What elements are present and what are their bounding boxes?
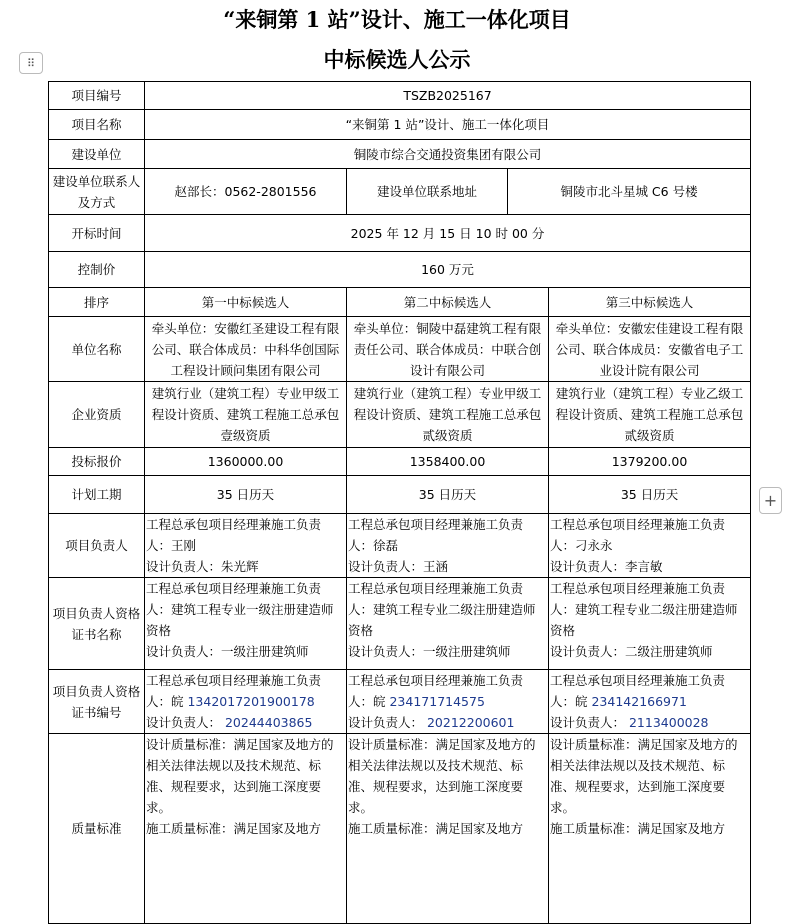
schedule-3: 35 日历天 xyxy=(549,476,751,514)
designer-cert: 设计负责人：一级注册建筑师 xyxy=(146,644,309,659)
unit-1: 牵头单位：安徽红圣建设工程有限公司、联合体成员：中科华创国际工程设计顾问集团有限公司 xyxy=(145,317,347,382)
prefix: 工程总承包项目经理兼施工负责人：皖 xyxy=(348,673,524,709)
design-quality: 设计质量标准：满足国家及地方的相关法律法规以及技术规范、标准、规程要求，达到施工深度要求。 xyxy=(146,737,334,815)
manager-text: 工程总承包项目经理兼施工负责人：徐磊 xyxy=(348,517,524,553)
project-name: “来铜第 1 站”设计、施工一体化项目 xyxy=(145,110,751,140)
table-row xyxy=(49,734,751,924)
table-row xyxy=(49,448,751,476)
designer-text: 设计负责人：王涵 xyxy=(348,559,449,574)
unit-3: 牵头单位：安徽宏佳建设工程有限公司、联合体成员：安徽省电子工业设计院有限公司 xyxy=(549,317,751,382)
designer-text: 设计负责人：朱光辉 xyxy=(146,559,259,574)
project-number: TSZB2025167 xyxy=(145,82,751,110)
control-price: 160 万元 xyxy=(145,252,751,288)
open-time: 2025 年 12 月 15 日 10 时 00 分 xyxy=(145,215,751,252)
row-label: 投标报价 xyxy=(49,448,145,476)
construction-quality: 施工质量标准：满足国家及地方 xyxy=(550,821,726,836)
quality-2 xyxy=(347,734,549,924)
bid-candidates-table xyxy=(48,81,751,924)
designer-cert-no: 20244403865 xyxy=(224,715,313,730)
table-row xyxy=(49,140,751,169)
manager-cert-no: 234142166971 xyxy=(591,694,687,709)
table-row xyxy=(49,514,751,578)
contact-value: 赵部长：0562-2801556 xyxy=(145,169,347,215)
rank-1: 第一中标候选人 xyxy=(145,288,347,317)
cert-no-3 xyxy=(549,670,751,734)
prefix: 设计负责人： xyxy=(348,715,427,730)
design-quality: 设计质量标准：满足国家及地方的相关法律法规以及技术规范、标准、规程要求，达到施工深度要求。 xyxy=(550,737,738,815)
quality-3 xyxy=(549,734,751,924)
cert-name-2 xyxy=(347,578,549,670)
prefix: 设计负责人： xyxy=(146,715,225,730)
row-label: 质量标准 xyxy=(49,734,145,924)
table-row xyxy=(49,670,751,734)
row-label: 开标时间 xyxy=(49,215,145,252)
manager-2 xyxy=(347,514,549,578)
designer-cert-no: 20212200601 xyxy=(426,715,515,730)
document-title: “来铜第 1 站”设计、施工一体化项目 xyxy=(223,7,571,32)
manager-1 xyxy=(145,514,347,578)
row-label: 项目负责人资格证书名称 xyxy=(49,578,145,670)
designer-cert-no: 2113400028 xyxy=(628,715,709,730)
manager-cert: 工程总承包项目经理兼施工负责人：建筑工程专业一级注册建造师资格 xyxy=(146,581,334,638)
table-row xyxy=(49,578,751,670)
row-label: 排序 xyxy=(49,288,145,317)
manager-cert: 工程总承包项目经理兼施工负责人：建筑工程专业二级注册建造师资格 xyxy=(550,581,738,638)
manager-3 xyxy=(549,514,751,578)
row-label: 计划工期 xyxy=(49,476,145,514)
row-label: 项目编号 xyxy=(49,82,145,110)
unit-2: 牵头单位：铜陵中磊建筑工程有限责任公司、联合体成员：中联合创设计有限公司 xyxy=(347,317,549,382)
rank-2: 第二中标候选人 xyxy=(347,288,549,317)
table-row xyxy=(49,252,751,288)
rank-3: 第三中标候选人 xyxy=(549,288,751,317)
row-label: 建设单位联系人及方式 xyxy=(49,169,145,215)
bid-price-3: 1379200.00 xyxy=(549,448,751,476)
construction-quality: 施工质量标准：满足国家及地方 xyxy=(348,821,524,836)
prefix: 设计负责人： xyxy=(550,715,629,730)
table-row xyxy=(49,476,751,514)
table-row xyxy=(49,169,751,215)
address-label: 建设单位联系地址 xyxy=(347,169,508,215)
table-row xyxy=(49,82,751,110)
manager-text: 工程总承包项目经理兼施工负责人：刁永永 xyxy=(550,517,726,553)
design-quality: 设计质量标准：满足国家及地方的相关法律法规以及技术规范、标准、规程要求，达到施工深度要求。 xyxy=(348,737,536,815)
prefix: 工程总承包项目经理兼施工负责人：皖 xyxy=(146,673,322,709)
schedule-1: 35 日历天 xyxy=(145,476,347,514)
row-label: 项目负责人资格证书编号 xyxy=(49,670,145,734)
table-row xyxy=(49,110,751,140)
plus-icon[interactable]: + xyxy=(759,487,782,514)
row-label: 建设单位 xyxy=(49,140,145,169)
designer-text: 设计负责人：李言敏 xyxy=(550,559,663,574)
quality-1 xyxy=(145,734,347,924)
address-value: 铜陵市北斗星城 C6 号楼 xyxy=(508,169,751,215)
cert-name-3 xyxy=(549,578,751,670)
row-label: 项目名称 xyxy=(49,110,145,140)
construction-quality: 施工质量标准：满足国家及地方 xyxy=(146,821,322,836)
cert-name-1 xyxy=(145,578,347,670)
manager-cert: 工程总承包项目经理兼施工负责人：建筑工程专业二级注册建造师资格 xyxy=(348,581,536,638)
cert-no-1 xyxy=(145,670,347,734)
grid-handle-icon[interactable]: ⠿ xyxy=(19,52,43,74)
table-row xyxy=(49,317,751,382)
designer-cert: 设计负责人：一级注册建筑师 xyxy=(348,644,511,659)
manager-cert-no: 1342017201900178 xyxy=(187,694,315,709)
manager-text: 工程总承包项目经理兼施工负责人：王刚 xyxy=(146,517,322,553)
schedule-2: 35 日历天 xyxy=(347,476,549,514)
qualification-1: 建筑行业（建筑工程）专业甲级工程设计资质、建筑工程施工总承包壹级资质 xyxy=(145,382,347,448)
row-label: 企业资质 xyxy=(49,382,145,448)
cert-no-2 xyxy=(347,670,549,734)
manager-cert-no: 234171714575 xyxy=(389,694,485,709)
bid-price-1: 1360000.00 xyxy=(145,448,347,476)
qualification-2: 建筑行业（建筑工程）专业甲级工程设计资质、建筑工程施工总承包贰级资质 xyxy=(347,382,549,448)
designer-cert: 设计负责人：二级注册建筑师 xyxy=(550,644,713,659)
table-row xyxy=(49,215,751,252)
builder-name: 铜陵市综合交通投资集团有限公司 xyxy=(145,140,751,169)
row-label: 项目负责人 xyxy=(49,514,145,578)
row-label: 控制价 xyxy=(49,252,145,288)
document-subtitle: 中标候选人公示 xyxy=(323,47,471,72)
table-row xyxy=(49,288,751,317)
bid-price-2: 1358400.00 xyxy=(347,448,549,476)
row-label: 单位名称 xyxy=(49,317,145,382)
table-row xyxy=(49,382,751,448)
prefix: 工程总承包项目经理兼施工负责人：皖 xyxy=(550,673,726,709)
qualification-3: 建筑行业（建筑工程）专业乙级工程设计资质、建筑工程施工总承包贰级资质 xyxy=(549,382,751,448)
